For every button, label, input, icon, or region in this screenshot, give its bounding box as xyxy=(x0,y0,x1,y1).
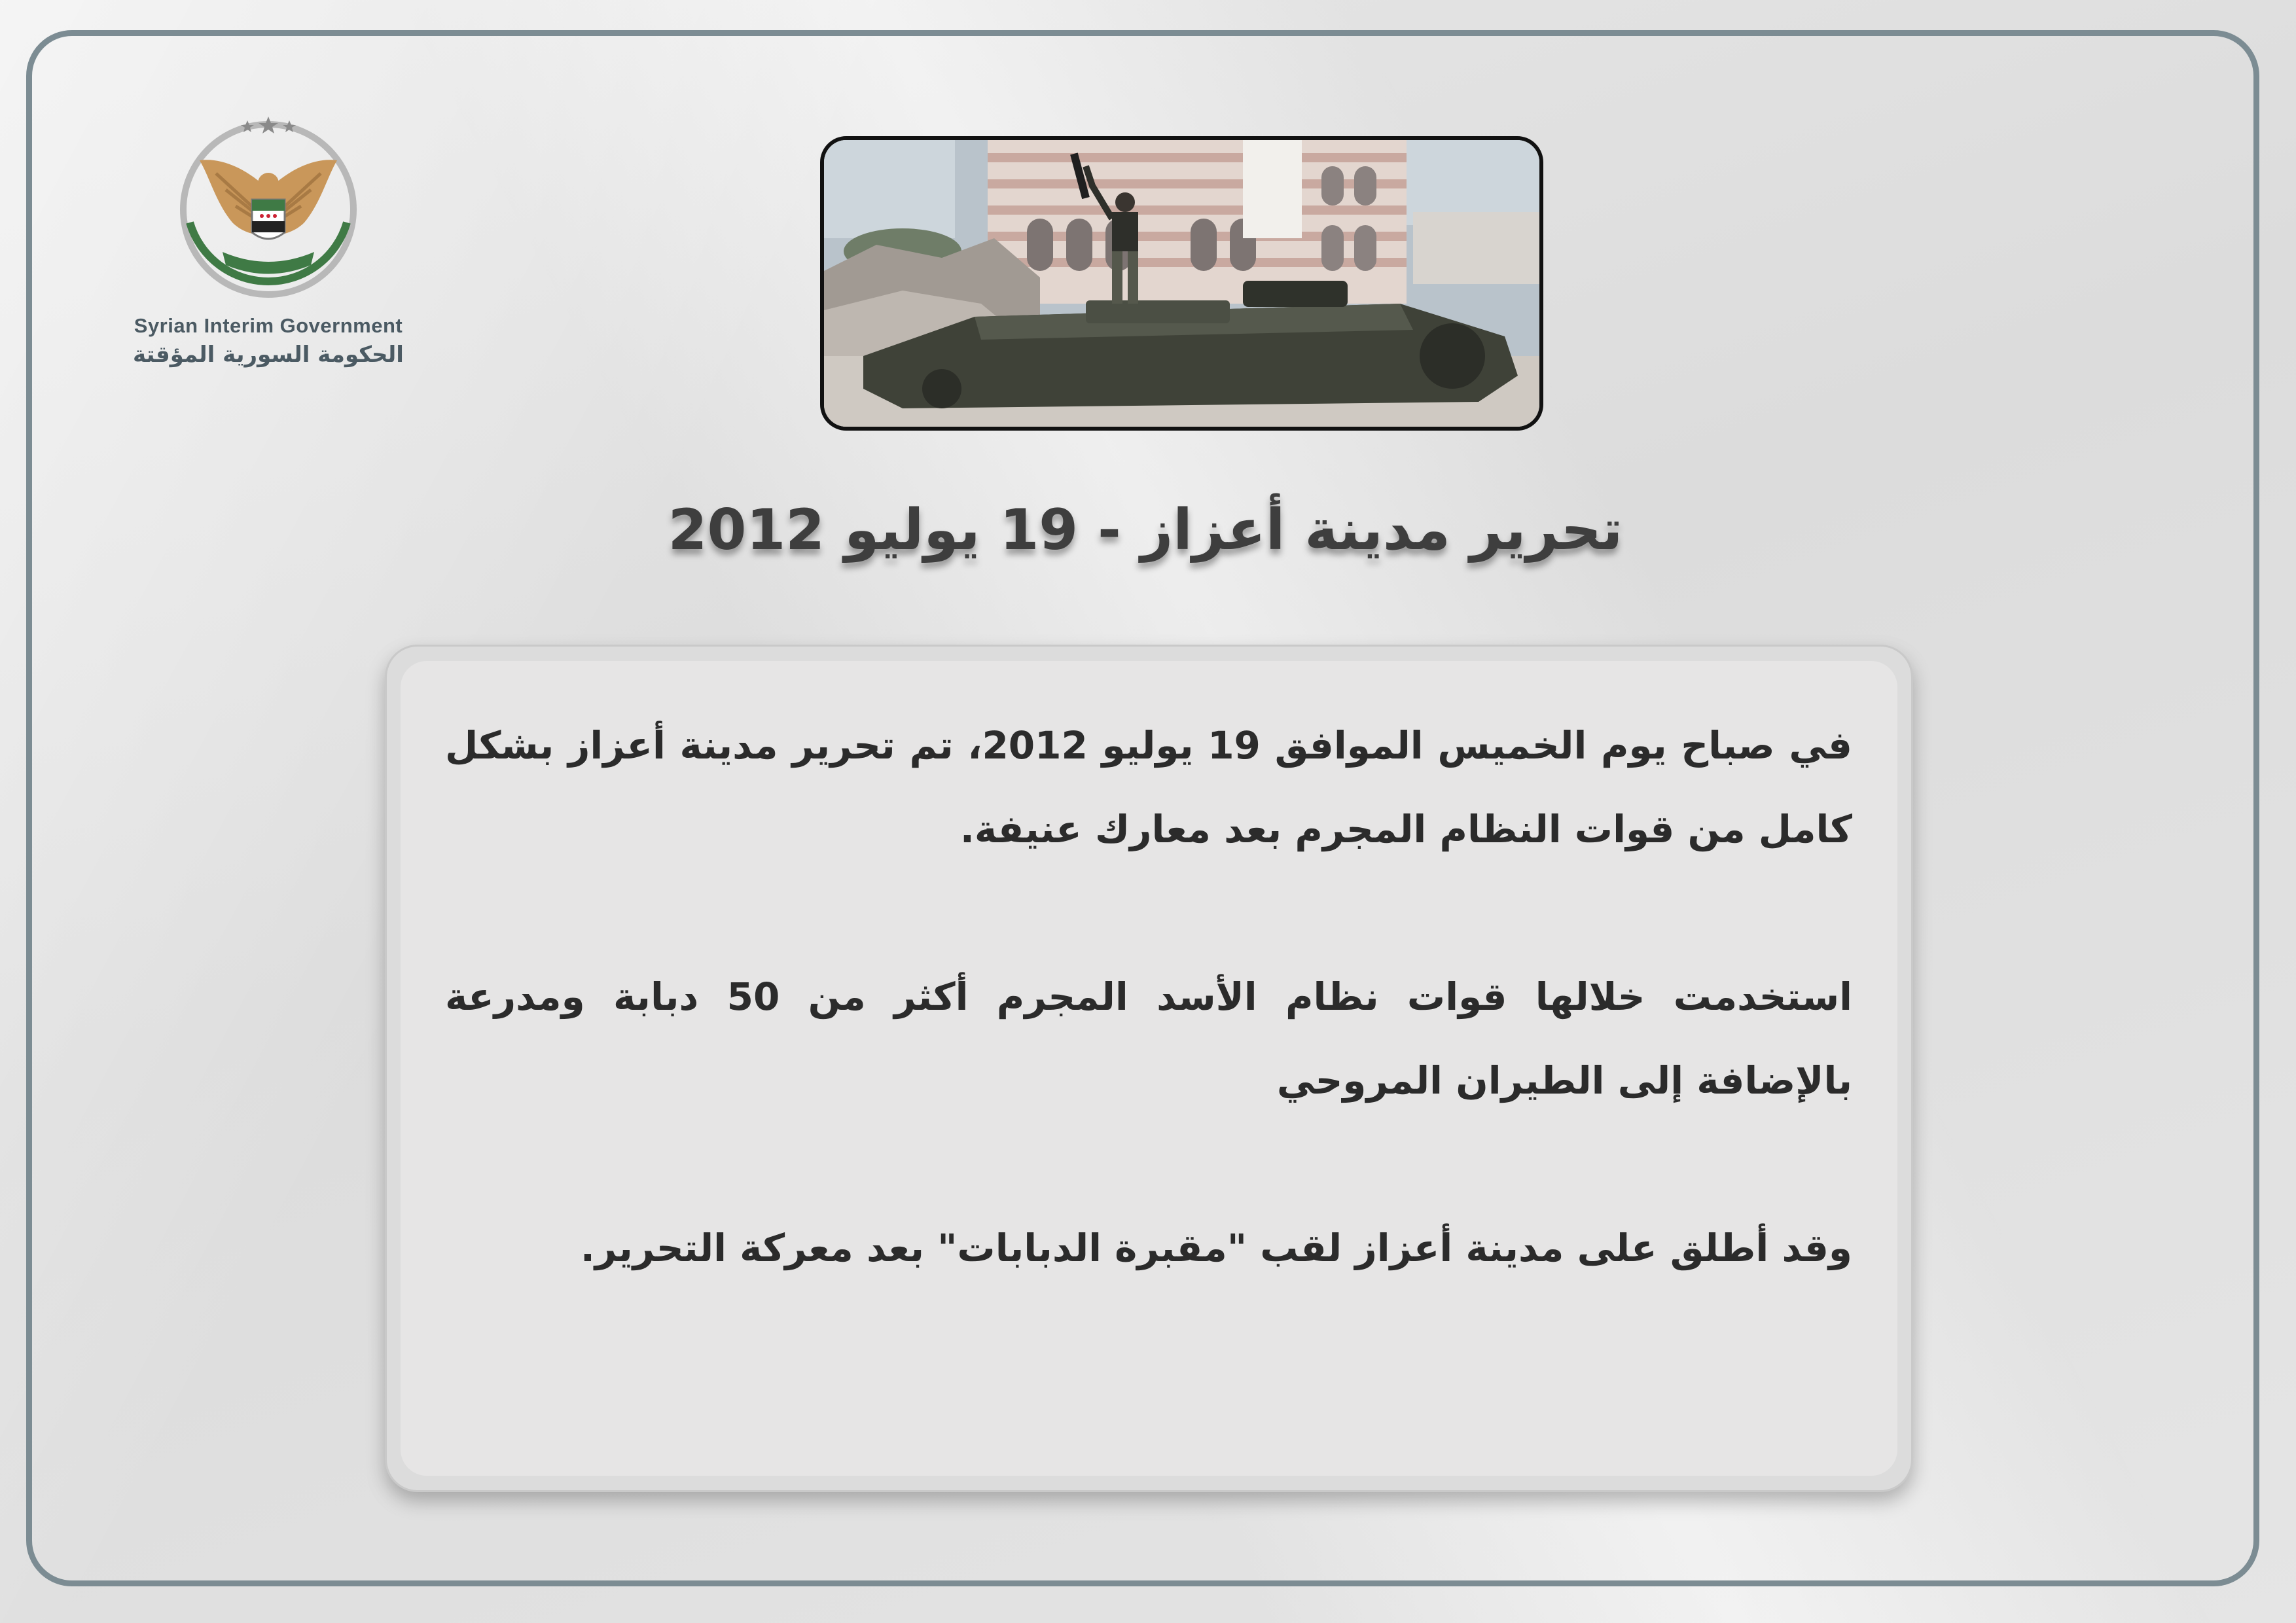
paragraph-forces: استخدمت خلالها قوات نظام الأسد المجرم أكثر من 50 دبابة ومدرعة بالإضافة إلى الطيران المروحي xyxy=(445,974,1853,1103)
page-title: تحرير مدينة أعزاز - 19 يوليو 2012 xyxy=(668,497,1623,563)
government-logo xyxy=(131,111,406,368)
photo-tank-in-azaz-icon xyxy=(824,140,1539,427)
logo-name-english: Syrian Interim Government xyxy=(134,314,403,337)
eagle-emblem-icon xyxy=(170,111,367,308)
paragraph-tank-graveyard: وقد أطلق على مدينة أعزاز لقب "مقبرة الدبابات" بعد معركة التحرير. xyxy=(580,1226,1852,1270)
body-text xyxy=(445,704,1852,1290)
paragraph-liberation: في صباح يوم الخميس الموافق 19 يوليو 2012، تم تحرير مدينة أعزاز بشكل كامل من قوات النظام المجرم بعد معارك عنيفة. xyxy=(445,723,1853,851)
header-photo xyxy=(820,136,1543,431)
logo-name-arabic: الحكومة السورية المؤقتة xyxy=(133,342,404,368)
